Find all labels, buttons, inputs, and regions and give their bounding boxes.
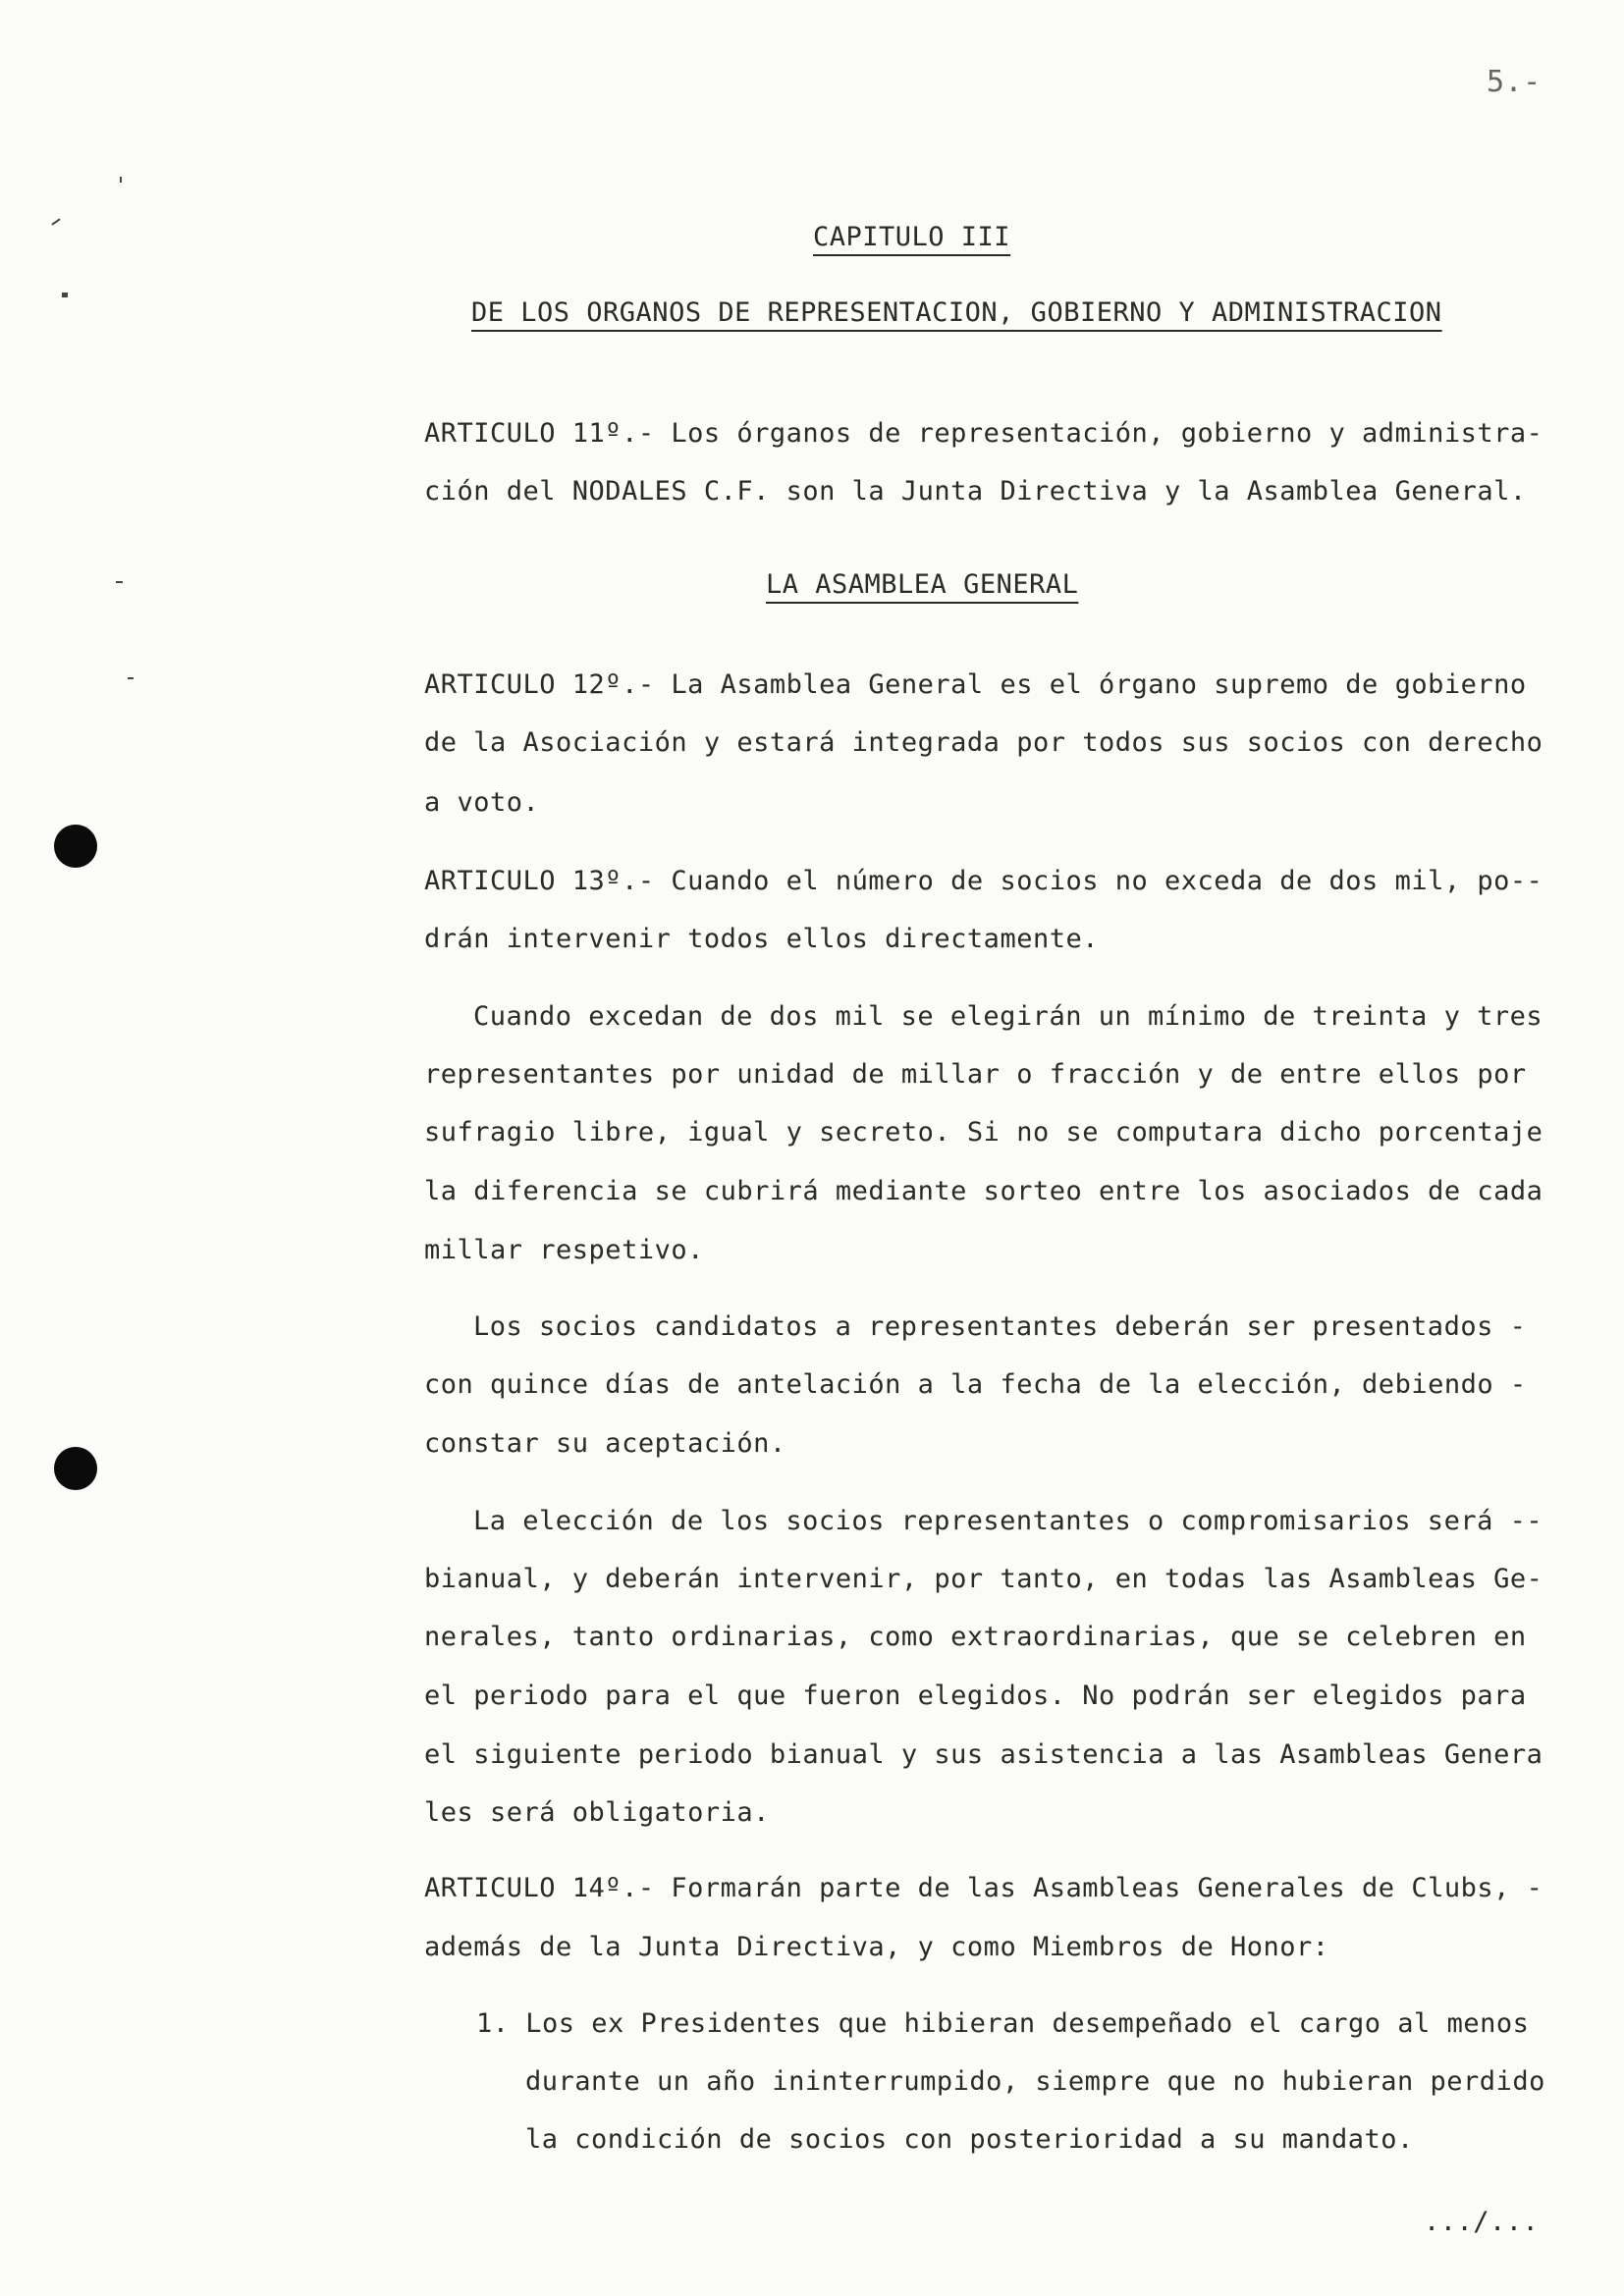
chapter-subtitle: DE LOS ORGANOS DE REPRESENTACION, GOBIERNO Y ADMINISTRACION <box>471 297 1442 328</box>
text-line: el siguiente periodo bianual y sus asistencia a las Asambleas Genera <box>424 1739 1543 1770</box>
text-line: con quince días de antelación a la fecha de la elección, debiendo - <box>424 1369 1527 1400</box>
page-number: 5.- <box>1487 65 1542 99</box>
text-line: bianual, y deberán intervenir, por tanto, en todas las Asambleas Ge- <box>424 1564 1543 1594</box>
section-heading: LA ASAMBLEA GENERAL <box>766 569 1079 600</box>
text-line: les será obligatoria. <box>424 1797 770 1828</box>
text-line: Los socios candidatos a representantes deberán ser presentados - <box>473 1311 1527 1342</box>
text-line: ción del NODALES C.F. son la Junta Directiva y la Asamblea General. <box>424 476 1527 507</box>
margin-mark <box>120 177 122 183</box>
text-line: a voto. <box>424 787 540 818</box>
text-line: además de la Junta Directiva, y como Miembros de Honor: <box>424 1932 1329 1962</box>
text-line: ARTICULO 11º.- Los órganos de representación, gobierno y administra- <box>424 418 1543 449</box>
margin-mark <box>51 218 60 225</box>
chapter-title: CAPITULO III <box>813 222 1011 252</box>
continuation-mark: .../... <box>1424 2207 1540 2237</box>
text-line: nerales, tanto ordinarias, como extraordinarias, que se celebren en <box>424 1622 1527 1652</box>
text-line: ARTICULO 13º.- Cuando el número de socios no exceda de dos mil, po-- <box>424 866 1543 896</box>
margin-mark <box>128 677 134 679</box>
text-line: el periodo para el que fueron elegidos. No podrán ser elegidos para <box>424 1681 1527 1711</box>
text-line: La elección de los socios representantes o compromisarios será -- <box>473 1506 1543 1536</box>
text-line: ARTICULO 12º.- La Asamblea General es el órgano supremo de gobierno <box>424 669 1527 700</box>
text-line: la condición de socios con posterioridad a su mandato. <box>525 2124 1414 2155</box>
punch-hole <box>54 825 97 868</box>
text-line: sufragio libre, igual y secreto. Si no se computara dicho porcentaje <box>424 1117 1543 1148</box>
text-line: durante un año ininterrumpido, siempre que no hubieran perdido <box>525 2066 1545 2097</box>
text-line: representantes por unidad de millar o fracción y de entre ellos por <box>424 1059 1527 1090</box>
text-line: ARTICULO 14º.- Formarán parte de las Asambleas Generales de Clubs, - <box>424 1873 1543 1903</box>
text-line: la diferencia se cubrirá mediante sorteo entre los asociados de cada <box>424 1176 1543 1206</box>
text-line: millar respetivo. <box>424 1235 704 1265</box>
margin-mark <box>62 293 68 297</box>
margin-mark <box>116 581 123 583</box>
text-line: constar su aceptación. <box>424 1428 786 1459</box>
punch-hole <box>54 1447 97 1490</box>
text-line: Cuando excedan de dos mil se elegirán un mínimo de treinta y tres <box>473 1001 1543 1032</box>
text-line: 1. Los ex Presidentes que hibieran desempeñado el cargo al menos <box>476 2008 1530 2039</box>
text-line: drán intervenir todos ellos directamente. <box>424 924 1099 954</box>
text-line: de la Asociación y estará integrada por todos sus socios con derecho <box>424 727 1543 758</box>
